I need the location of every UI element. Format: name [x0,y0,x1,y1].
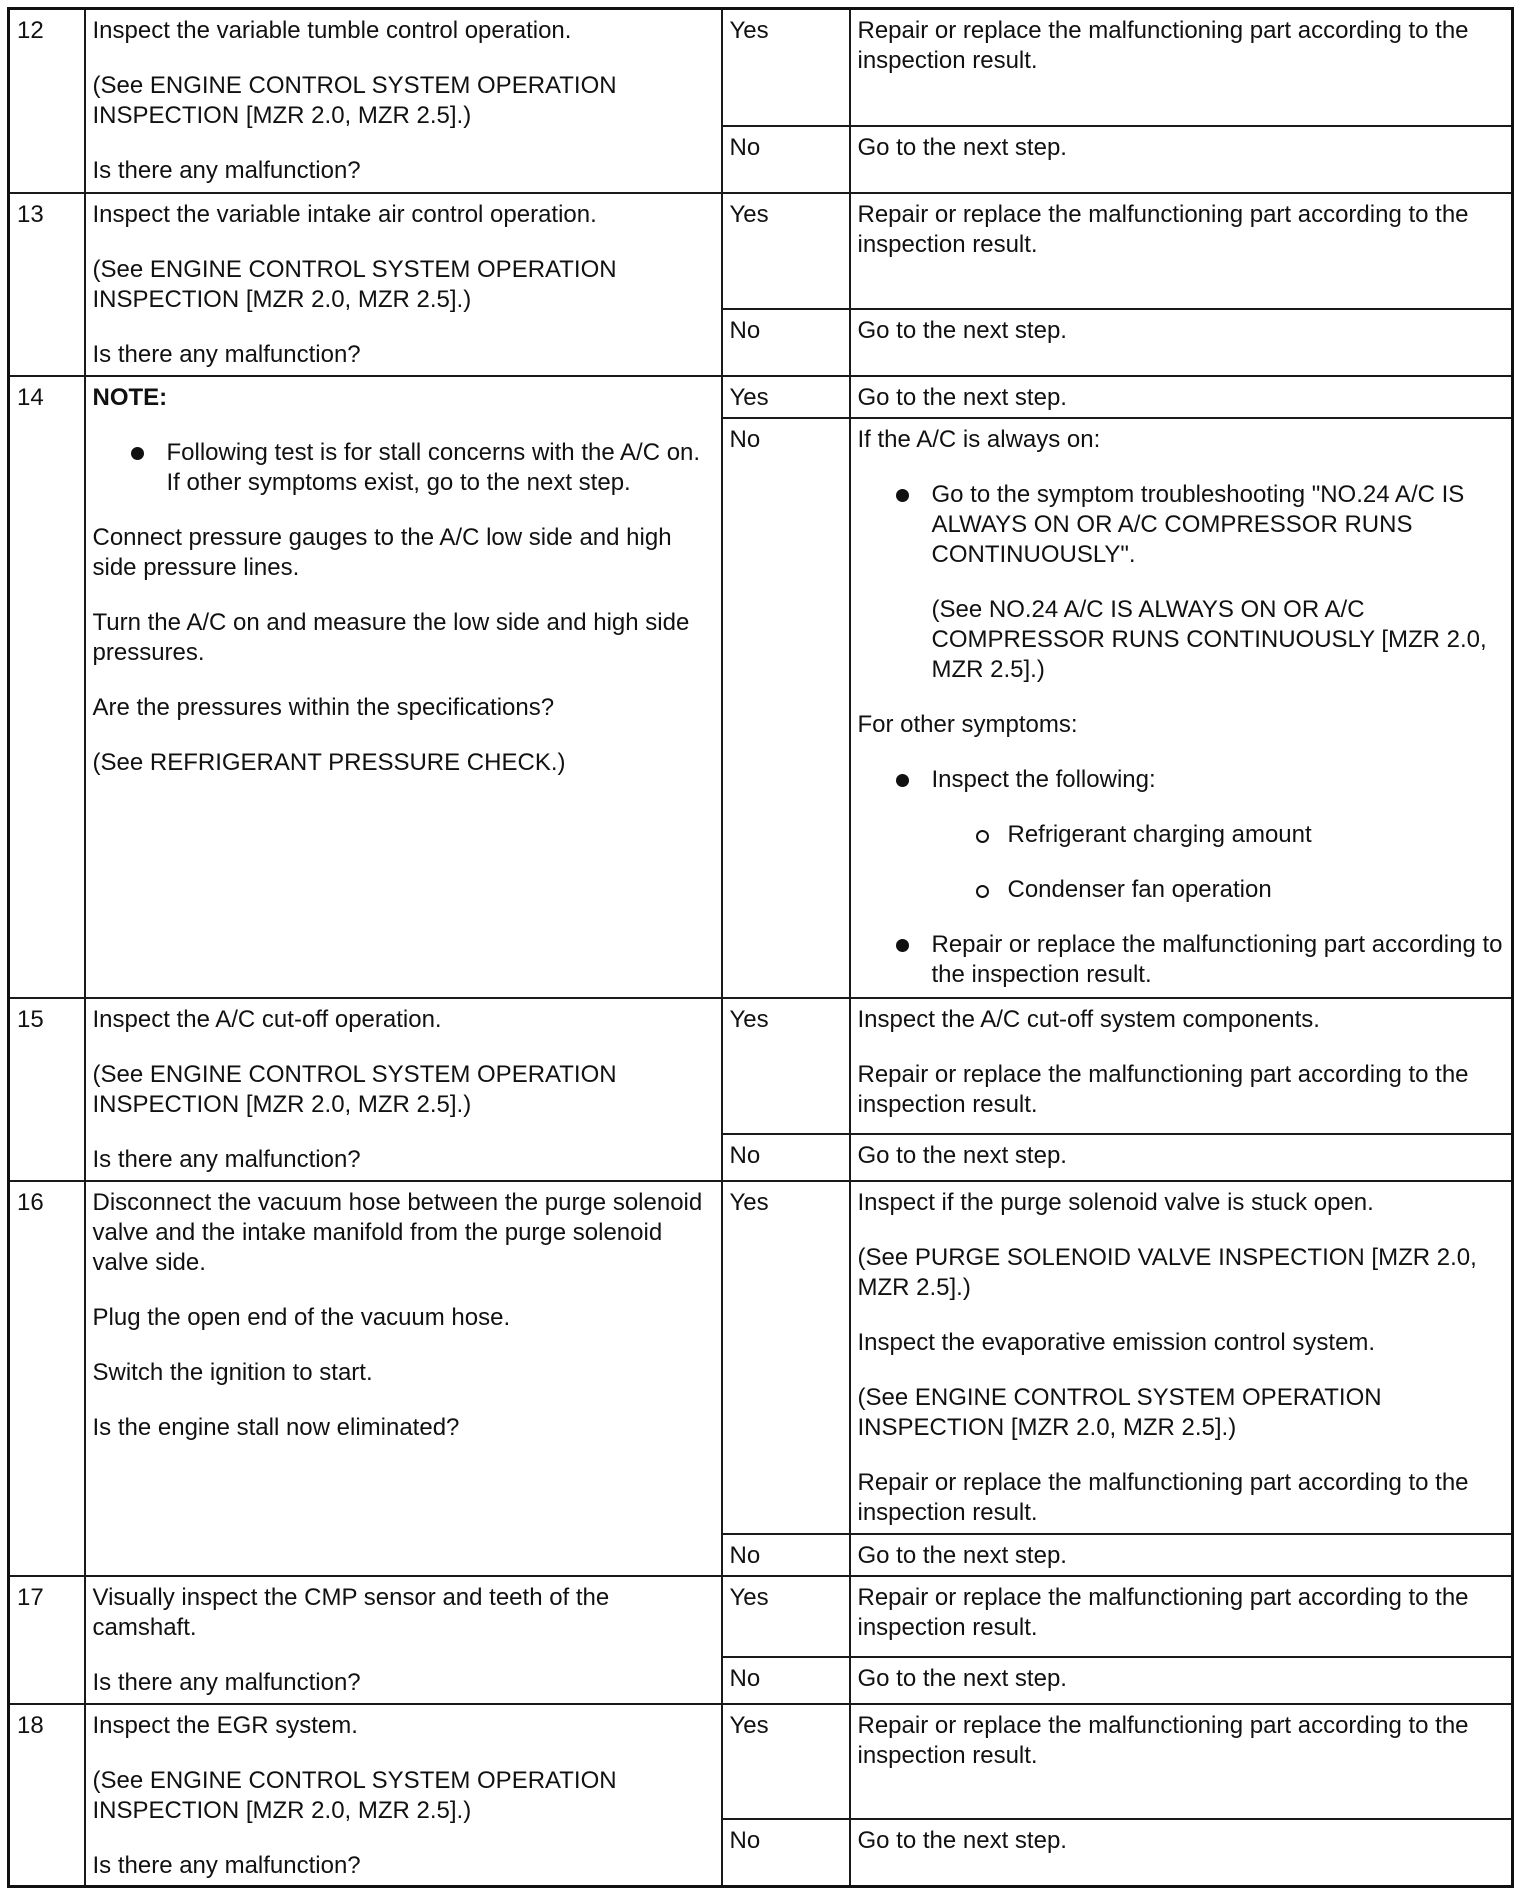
no-text: Go to the next step. [857,1141,1067,1169]
action-question: Are the pressures within the specifications? [92,693,555,721]
sub-item-text: Refrigerant charging amount [1007,820,1312,848]
action-question: Is there any malfunction? [92,340,361,368]
no-text: Go to the symptom troubleshooting "NO.24 A/C IS ALWAYS ON OR A/C COMPRESSOR RUNS CONTINUOUSLY". [931,480,1465,568]
result-no: No [722,1134,850,1181]
step-action [85,9,722,193]
action-question: Is there any malfunction? [92,1851,361,1879]
yes-text: Inspect if the purge solenoid valve is stuck open. [857,1188,1374,1216]
step-number: 15 [9,998,85,1181]
no-text: Repair or replace the malfunctioning part according to the inspection result. [931,930,1503,988]
step-row-14-yes [9,376,1513,418]
no-action [850,1134,1513,1181]
diagnostic-procedure-table [7,7,1514,1888]
yes-action [850,1181,1513,1534]
yes-text: Go to the next step. [857,383,1067,411]
result-yes: Yes [722,998,850,1134]
result-no: No [722,1819,850,1886]
no-list [858,765,1505,990]
no-action [850,126,1513,193]
action-text: Turn the A/C on and measure the low side and high side pressures. [92,608,690,666]
no-action [850,418,1513,998]
action-reference: (See ENGINE CONTROL SYSTEM OPERATION INSPECTION [MZR 2.0, MZR 2.5].) [92,1766,617,1824]
no-list [858,480,1505,685]
action-question: Is there any malfunction? [92,1668,361,1696]
no-text: Go to the next step. [857,1541,1067,1569]
yes-text: Repair or replace the malfunctioning part according to the inspection result. [857,1583,1469,1641]
no-text: For other symptoms: [857,710,1078,738]
step-number: 14 [9,376,85,998]
yes-action [850,9,1513,126]
action-text: Visually inspect the CMP sensor and teeth of the camshaft. [92,1583,610,1641]
note-list [93,438,714,498]
step-row-13-yes [9,193,1513,309]
bullet-icon [896,774,909,787]
result-yes: Yes [722,9,850,126]
step-number: 12 [9,9,85,193]
circle-bullet-icon [976,830,989,843]
list-item [1008,820,1505,850]
action-reference: (See ENGINE CONTROL SYSTEM OPERATION INSPECTION [MZR 2.0, MZR 2.5].) [92,255,617,313]
no-action [850,1657,1513,1704]
yes-text: Inspect the A/C cut-off system components. [857,1005,1320,1033]
action-text: Inspect the variable tumble control operation. [92,17,572,44]
result-yes: Yes [722,1704,850,1819]
action-text: Switch the ignition to start. [92,1358,373,1386]
action-text: Inspect the EGR system. [92,1711,358,1739]
yes-action [850,998,1513,1134]
yes-action [850,193,1513,309]
sub-list [932,820,1505,905]
no-text: Inspect the following: [931,765,1156,793]
bullet-icon [131,447,144,460]
result-yes: Yes [722,193,850,309]
no-text: If the A/C is always on: [857,425,1101,453]
list-item [932,930,1505,990]
action-reference: (See REFRIGERANT PRESSURE CHECK.) [92,748,566,776]
result-no: No [722,418,850,998]
action-text: Connect pressure gauges to the A/C low side and high side pressure lines. [92,523,672,581]
no-action [850,309,1513,376]
no-action [850,1819,1513,1886]
yes-text: Repair or replace the malfunctioning part according to the inspection result. [857,17,1469,74]
action-text: Disconnect the vacuum hose between the purge solenoid valve and the intake manifold from the purge solenoid valve side. [92,1188,703,1276]
result-no: No [722,126,850,193]
no-text: Go to the next step. [857,316,1067,344]
bullet-icon [896,939,909,952]
step-number: 17 [9,1576,85,1704]
action-text: Plug the open end of the vacuum hose. [92,1303,511,1331]
step-action [85,1704,722,1887]
step-row-18-yes [9,1704,1513,1819]
yes-text: Inspect the evaporative emission control system. [857,1328,1376,1356]
result-yes: Yes [722,376,850,418]
result-no: No [722,1657,850,1704]
circle-bullet-icon [976,885,989,898]
yes-action [850,1704,1513,1819]
no-text: Go to the next step. [857,1826,1067,1854]
no-reference: (See NO.24 A/C IS ALWAYS ON OR A/C COMPRESSOR RUNS CONTINUOUSLY [MZR 2.0, MZR 2.5].) [931,595,1487,683]
step-row-15-yes [9,998,1513,1134]
yes-action [850,376,1513,418]
step-action [85,193,722,376]
note-text: Following test is for stall concerns with the A/C on. If other symptoms exist, go to the next step. [166,438,701,496]
result-yes: Yes [722,1576,850,1657]
action-reference: (See ENGINE CONTROL SYSTEM OPERATION INSPECTION [MZR 2.0, MZR 2.5].) [92,72,617,129]
no-action [850,1534,1513,1576]
list-item [932,765,1505,905]
step-action [85,1181,722,1576]
step-action [85,998,722,1181]
yes-text: Repair or replace the malfunctioning part according to the inspection result. [857,1060,1469,1118]
yes-reference: (See PURGE SOLENOID VALVE INSPECTION [MZR 2.0, MZR 2.5].) [857,1243,1477,1301]
step-row-17-yes [9,1576,1513,1657]
list-item [167,438,714,498]
action-question: Is there any malfunction? [92,1145,361,1173]
result-yes: Yes [722,1181,850,1534]
action-reference: (See ENGINE CONTROL SYSTEM OPERATION INSPECTION [MZR 2.0, MZR 2.5].) [92,1060,617,1118]
result-no: No [722,1534,850,1576]
yes-action [850,1576,1513,1657]
bullet-icon [896,489,909,502]
note-label: NOTE: [92,383,168,411]
yes-reference: (See ENGINE CONTROL SYSTEM OPERATION INSPECTION [MZR 2.0, MZR 2.5].) [857,1383,1382,1441]
action-question: Is there any malfunction? [92,157,361,184]
step-number: 16 [9,1181,85,1576]
step-action [85,1576,722,1704]
sub-item-text: Condenser fan operation [1007,875,1272,903]
yes-text: Repair or replace the malfunctioning part according to the inspection result. [857,200,1469,258]
step-row-16-yes [9,1181,1513,1534]
no-text: Go to the next step. [857,133,1067,161]
list-item [1008,875,1505,905]
action-question: Is the engine stall now eliminated? [92,1413,460,1441]
step-row-12-yes [9,9,1513,126]
step-number: 18 [9,1704,85,1887]
step-number: 13 [9,193,85,376]
result-no: No [722,309,850,376]
step-action [85,376,722,998]
action-text: Inspect the A/C cut-off operation. [92,1005,442,1033]
yes-text: Repair or replace the malfunctioning part according to the inspection result. [857,1468,1469,1526]
no-text: Go to the next step. [857,1664,1067,1692]
list-item [932,480,1505,685]
yes-text: Repair or replace the malfunctioning part according to the inspection result. [857,1711,1469,1769]
action-text: Inspect the variable intake air control operation. [92,200,597,228]
